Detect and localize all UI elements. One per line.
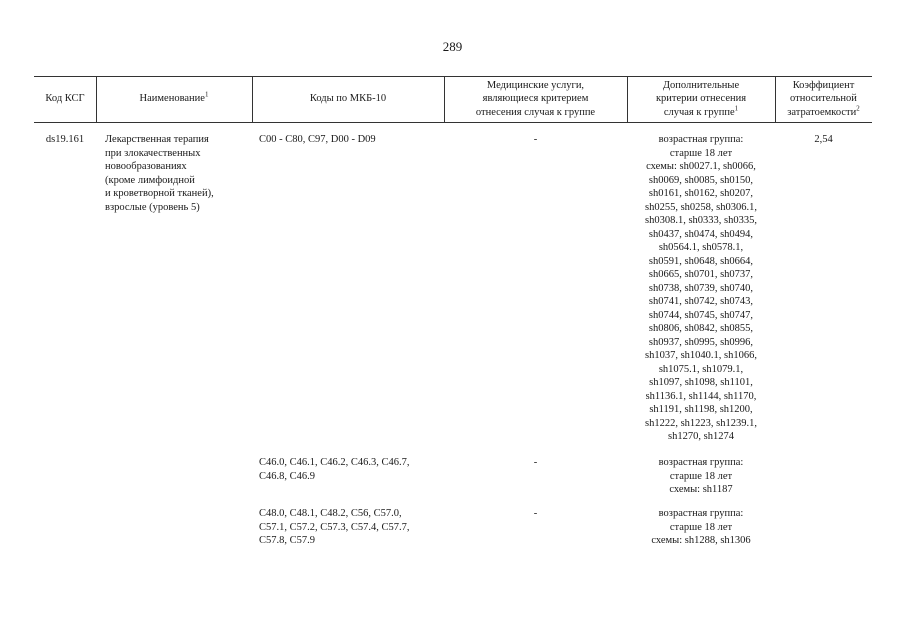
icd-codes: C00 - C80, C97, D00 - D09 xyxy=(259,134,376,145)
header-icd-codes: Коды по МКБ-10 xyxy=(309,93,387,105)
service-value: - xyxy=(533,457,538,468)
ksg-code: ds19.161 xyxy=(45,134,85,145)
additional-criteria: возрастная группа: старше 18 лет схемы: sh1187 xyxy=(658,457,744,495)
service-value: - xyxy=(533,508,538,519)
header-name: Наименование$^1$ xyxy=(139,90,209,105)
icd-codes: C46.0, C46.1, C46.2, C46.3, C46.7, C46.8, C46.9 xyxy=(259,457,410,482)
header-coefficient: Коэффициент относительной затратоемкости$^2$ xyxy=(787,79,860,118)
header-code: Код КСГ xyxy=(45,93,85,105)
header-services: Медицинские услуги, являющиеся критерием отнесения случая к группе xyxy=(475,79,596,118)
ksg-name: Лекарственная терапия при злокачественных новообразованиях (кроме лимфоидной и кроветворной тканей), взрослые (уровень 5) xyxy=(105,134,214,213)
service-value: - xyxy=(533,134,538,145)
coefficient-value: 2,54 xyxy=(814,134,833,145)
page-number: 289 xyxy=(442,39,463,54)
icd-codes: C48.0, C48.1, C48.2, C56, C57.0, C57.1, C57.2, C57.3, C57.4, C57.7, C57.8, C57.9 xyxy=(259,508,410,546)
header-criteria: Дополнительные критерии отнесения случая к группе$^1$ xyxy=(655,79,747,118)
additional-criteria: возрастная группа: старше 18 лет схемы: sh0027.1, sh0066, sh0069, sh0085, sh0150, sh0161, sh0162, sh0207, sh0255, sh0258, sh0306.1, sh0308.1, sh0333, sh0335, sh0437, sh0474, sh0494, sh0564.1, sh0578.1, sh0591, sh0648, sh0664, sh0665, sh0701, sh0737, sh0738, sh0739, sh0740, sh0741, sh0742, sh0743, sh0744, sh0745, sh0747, sh0806, sh0842, sh0855, sh0937, sh0995, sh0996, sh1037, sh1040.1, sh1066, sh1075.1, sh1079.1, sh1097, sh1098, sh1101, sh1136.1, sh1144, sh1170, sh1191, sh1198, sh1200, sh1222, sh1223, sh1239.1, sh1270, sh1274 xyxy=(644,134,757,442)
additional-criteria: возрастная группа: старше 18 лет схемы: sh1288, sh1306 xyxy=(651,508,751,546)
header-bottom-border xyxy=(34,122,872,123)
